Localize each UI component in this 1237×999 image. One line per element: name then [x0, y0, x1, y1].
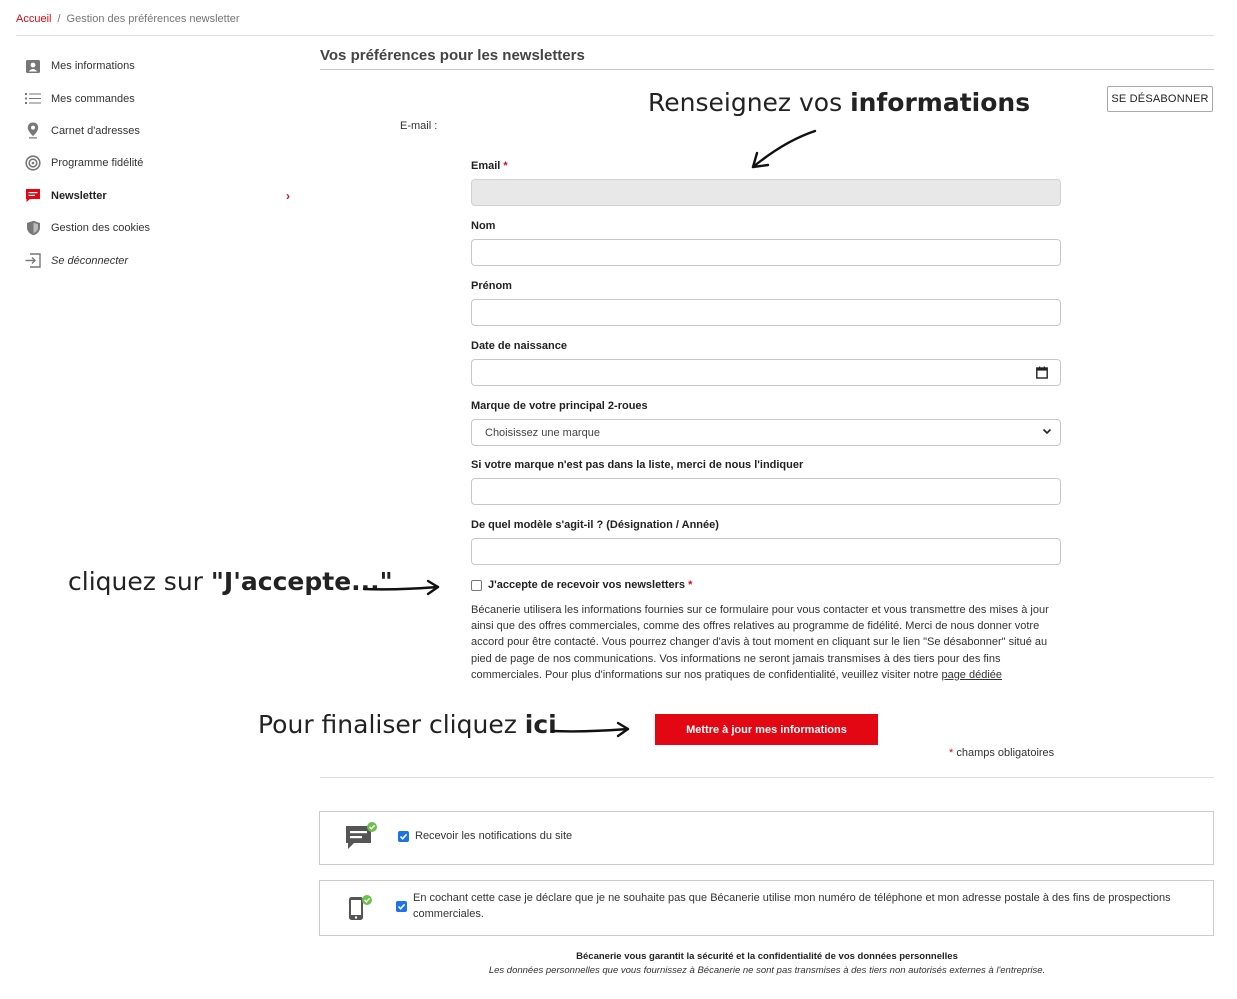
chat-check-icon	[345, 822, 379, 855]
annotation-fill-info-bold: informations	[850, 88, 1031, 117]
required-star: *	[503, 160, 508, 172]
brand-field-label: Marque de votre principal 2-roues	[471, 400, 648, 412]
no-prospection-label[interactable]: En cochant cette case je déclare que je ne souhaite pas que Bécanerie utilise mon numéro de téléphone et mon adresse postale à des fins de prospections commerciales.	[413, 892, 1171, 920]
unsubscribe-button[interactable]: SE DÉSABONNER	[1107, 86, 1213, 112]
other-brand-field[interactable]	[471, 478, 1061, 505]
message-icon	[24, 187, 42, 205]
brand-select[interactable]	[471, 419, 1061, 446]
sidebar-item-label: Mes commandes	[51, 92, 135, 105]
page-title: Vos préférences pour les newsletters	[320, 47, 585, 64]
other-brand-field-label: Si votre marque n'est pas dans la liste, merci de nous l'indiquer	[471, 459, 804, 471]
required-star: *	[949, 747, 954, 759]
annotation-accept-bold: "J'accepte..."	[210, 567, 393, 596]
sidebar-item-gestion-cookies[interactable]	[24, 212, 296, 244]
site-notifications-checkbox[interactable]	[398, 831, 409, 842]
sidebar-item-se-deconnecter[interactable]	[24, 244, 296, 276]
annotation-finalize	[258, 710, 557, 739]
required-note-text: champs obligatoires	[956, 747, 1055, 759]
update-info-button[interactable]: Mettre à jour mes informations	[655, 714, 878, 745]
sidebar-item-programme-fidelite[interactable]	[24, 147, 296, 179]
sidebar-item-carnet-adresses[interactable]	[24, 115, 296, 147]
annotation-fill-info-prefix: Renseignez vos	[648, 88, 843, 117]
email-label-text: Email	[471, 160, 501, 172]
sidebar-item-label: Mes informations	[51, 60, 135, 73]
shield-icon	[24, 219, 42, 237]
annotation-finalize-prefix: Pour finaliser cliquez	[258, 710, 517, 739]
no-prospection-box	[319, 880, 1214, 936]
sidebar-item-label: Newsletter	[51, 189, 107, 202]
account-sidebar	[24, 50, 296, 277]
annotation-arrow-down-left	[745, 127, 820, 175]
accept-newsletter-row	[471, 579, 692, 591]
calendar-icon[interactable]	[1036, 366, 1048, 379]
legal-text: Bécanerie utilisera les informations fournies sur ce formulaire pour vous contacter et vous transmettre des mises à jour ainsi que des offres commerciales, comme des offres relatives au programme de fidélité. Merci de nous donner votre accord pour être contacté. Vous pourrez changer d'avis à tout moment en cliquant sur le lien "Se désabonner" situé au pied de page de nos communications. Vos informations ne seront jamais transmises à des tiers pour des fins commerciales. Pour plus d'informations sur nos pratiques de confidentialité, veuillez visiter notre	[471, 604, 1049, 681]
model-field[interactable]	[471, 538, 1061, 565]
sidebar-item-label: Se déconnecter	[51, 254, 129, 267]
security-guarantee-text: Les données personnelles que vous fournissez à Bécanerie ne sont pas transmises à des tiers non autorisés externes à l'entreprise.	[488, 965, 1046, 976]
no-prospection-checkbox[interactable]	[396, 901, 407, 912]
prenom-field[interactable]	[471, 299, 1061, 326]
sidebar-item-label: Carnet d'adresses	[51, 124, 140, 137]
accept-newsletter-label[interactable]	[488, 579, 692, 591]
accept-newsletter-text: J'accepte de recevoir vos newsletters	[488, 579, 686, 591]
loyalty-icon	[24, 154, 42, 172]
breadcrumb-home-link[interactable]: Accueil	[16, 13, 52, 25]
site-notifications-label[interactable]: Recevoir les notifications du site	[415, 830, 573, 842]
sidebar-item-mes-commandes[interactable]	[24, 82, 296, 114]
nom-field-label: Nom	[471, 220, 496, 232]
security-guarantee-title: Bécanerie vous garantit la sécurité et la confidentialité de vos données personnelles	[576, 951, 958, 962]
birthdate-field-label: Date de naissance	[471, 340, 567, 352]
phone-check-icon	[347, 893, 377, 926]
email-summary-label: E-mail :	[400, 120, 438, 132]
privacy-page-link[interactable]: page dédiée	[941, 668, 1003, 681]
accept-newsletter-checkbox[interactable]	[471, 580, 482, 591]
breadcrumb-current: Gestion des préférences newsletter	[66, 13, 240, 25]
title-divider	[320, 69, 1214, 70]
nom-field[interactable]	[471, 239, 1061, 266]
model-field-label: De quel modèle s'agit-il ? (Désignation / Année)	[471, 519, 719, 531]
header-divider	[16, 35, 1214, 36]
annotation-accept-prefix: cliquez sur	[68, 567, 203, 596]
chevron-right-icon: ›	[286, 188, 290, 203]
brand-select-value: Choisissez une marque	[485, 427, 600, 439]
chevron-down-icon	[1042, 426, 1052, 436]
list-icon	[24, 90, 42, 108]
breadcrumb	[16, 13, 240, 25]
sidebar-item-mes-informations[interactable]	[24, 50, 296, 82]
section-divider	[320, 777, 1214, 778]
site-notifications-box	[319, 811, 1214, 865]
email-field-label	[471, 160, 508, 172]
required-star: *	[688, 579, 693, 591]
person-card-icon	[24, 57, 42, 75]
required-fields-note	[949, 747, 1054, 759]
annotation-accept	[68, 567, 393, 596]
legal-notice	[471, 602, 1063, 683]
annotation-fill-info	[648, 88, 1030, 117]
logout-icon	[24, 252, 42, 270]
prenom-field-label: Prénom	[471, 280, 512, 292]
email-field[interactable]	[471, 179, 1061, 206]
sidebar-item-label: Gestion des cookies	[51, 222, 151, 235]
birthdate-field[interactable]	[471, 359, 1061, 386]
annotation-arrow-right	[550, 720, 632, 740]
location-pin-icon	[24, 122, 42, 140]
breadcrumb-separator: /	[57, 13, 61, 25]
annotation-arrow-right	[362, 578, 442, 598]
annotation-finalize-bold: ici	[524, 710, 557, 739]
sidebar-item-newsletter[interactable]	[24, 180, 296, 212]
sidebar-item-label: Programme fidélité	[51, 157, 144, 170]
